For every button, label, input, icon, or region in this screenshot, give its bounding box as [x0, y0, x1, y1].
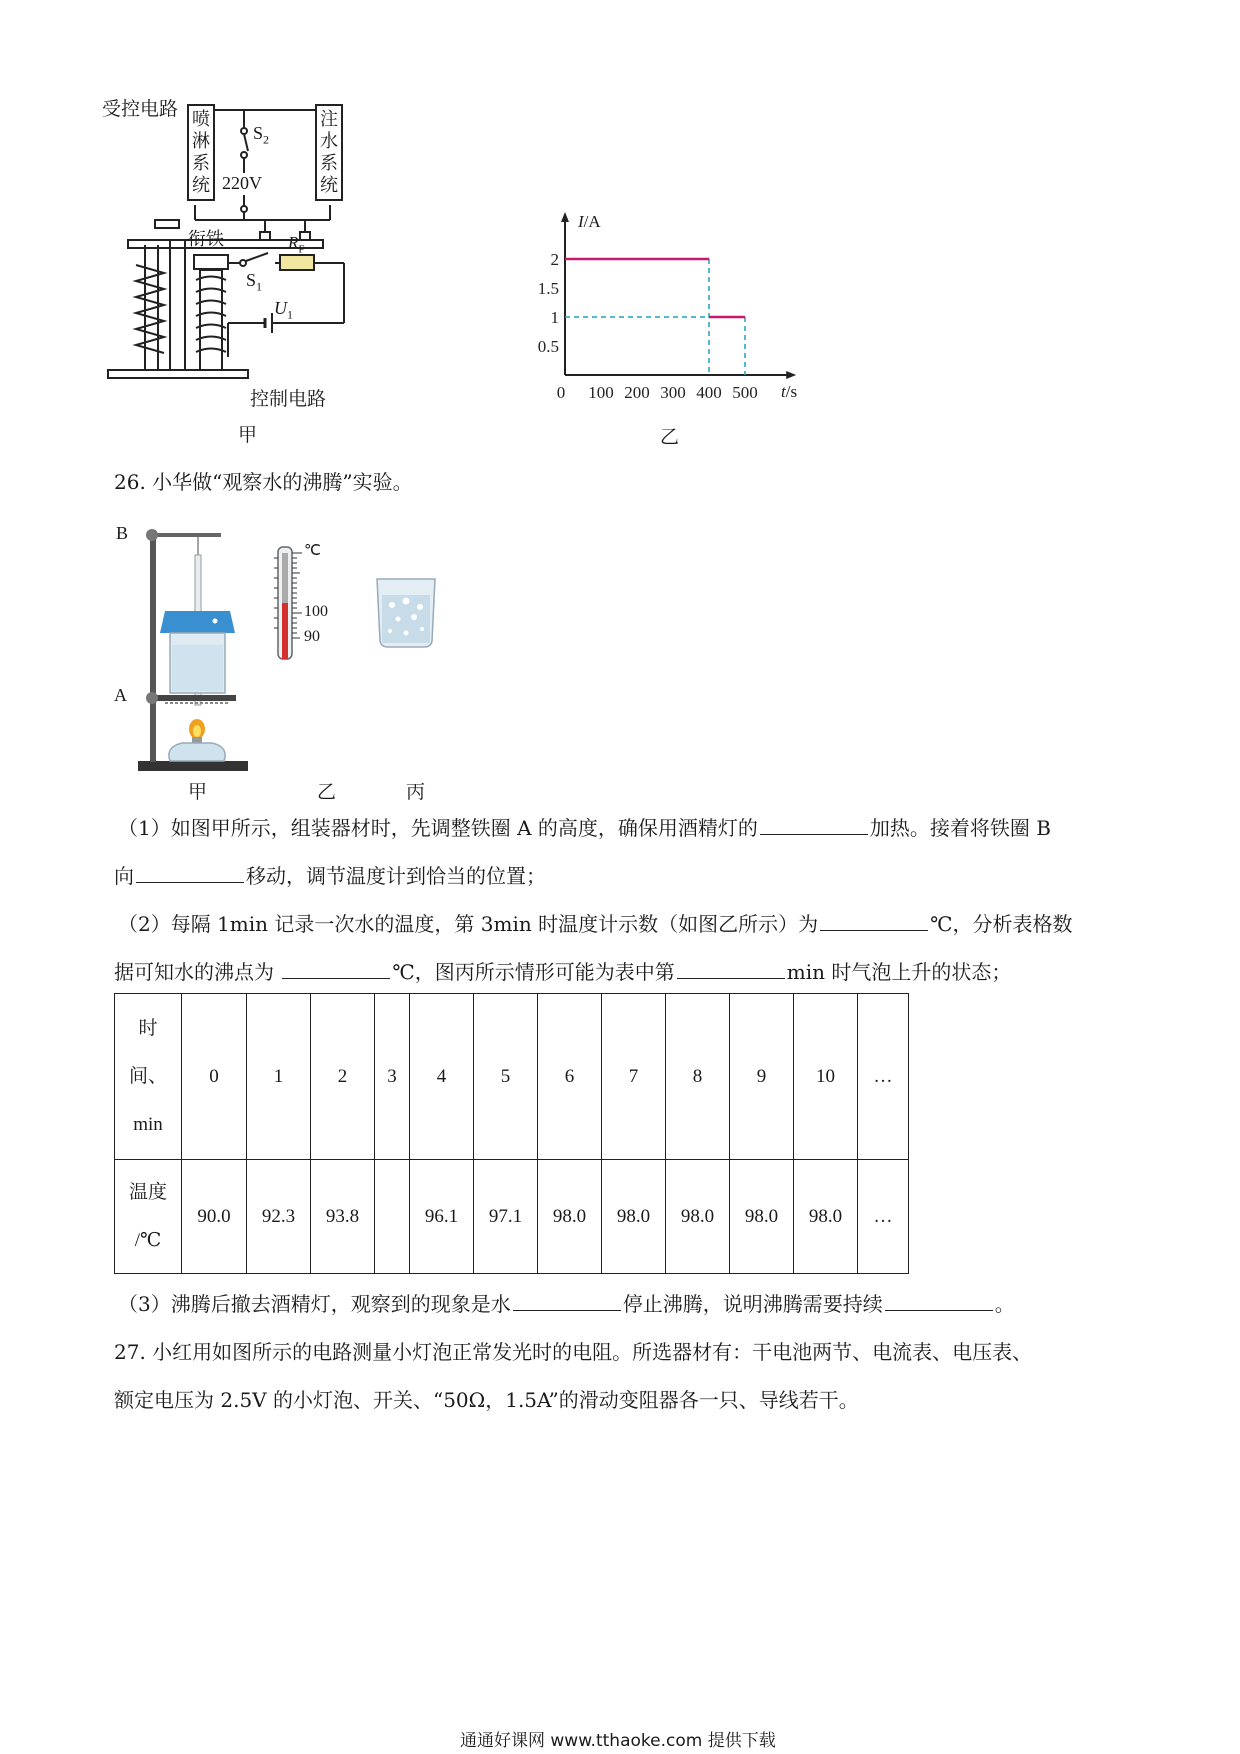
therm-100: 100 — [304, 603, 328, 620]
q27-line1: 27. 小红用如图所示的电路测量小灯泡正常发光时的电阻。所选器材有：干电池两节、电流表、电压表、 — [114, 1340, 1033, 1364]
figure-caption-yi: 乙 — [317, 781, 337, 803]
figure-current-chart — [520, 200, 820, 450]
x-axis-arrow — [786, 371, 796, 379]
table-cell: 5 — [474, 994, 538, 1160]
table-cell: 8 — [666, 994, 730, 1160]
spray-system-label — [190, 109, 212, 197]
figure-boiling-apparatus — [110, 515, 510, 805]
spray-char: 系 — [192, 153, 210, 174]
armature-label: 衔铁 — [188, 229, 224, 250]
answer-blank[interactable] — [282, 958, 390, 979]
spray-char: 淋 — [192, 131, 210, 152]
table-row-temperature — [115, 1160, 909, 1274]
q26-part1-line2: 向 移动，调节温度计到恰当的位置； — [114, 864, 546, 888]
y-tick-label: 0.5 — [537, 337, 559, 356]
controlled-circuit-label: 受控电路 — [102, 98, 179, 120]
table-cell: 3 — [375, 994, 410, 1160]
table-cell: 2 — [311, 994, 375, 1160]
y-axis-label: I/A — [578, 212, 601, 231]
table-cell: 97.1 — [474, 1160, 538, 1274]
x-tick-label: 0 — [556, 383, 566, 402]
water-char: 系 — [320, 153, 338, 174]
water-char: 统 — [320, 175, 338, 196]
table-cell: 4 — [410, 994, 474, 1160]
spray-char: 喷 — [192, 109, 210, 130]
table-cell: 98.0 — [602, 1160, 666, 1274]
x-tick-label: 100 — [588, 383, 614, 402]
q26-part2-line2: 据可知水的沸点为 ℃，图丙所示情形可能为表中第 min 时气泡上升的状态； — [114, 960, 1012, 984]
u1-label: $U_1$ — [274, 298, 293, 322]
y-tick-label: 1 — [550, 308, 559, 327]
s1-label: $S_1$ — [246, 270, 263, 294]
x-tick-label: 500 — [732, 383, 758, 402]
figure-relay-circuit — [100, 95, 420, 446]
table-header-temp: 温度 /℃ — [115, 1160, 182, 1274]
table-cell: 10 — [794, 994, 858, 1160]
label-a: A — [114, 685, 127, 705]
spray-char: 统 — [192, 175, 210, 196]
y-tick-label: 2 — [550, 250, 559, 269]
q26-title: 26. 小华做“观察水的沸腾”实验。 — [114, 470, 413, 494]
s2-label: $S_2$ — [253, 123, 270, 147]
table-cell: 92.3 — [247, 1160, 311, 1274]
temperature-table — [114, 993, 909, 1274]
control-circuit-label: 控制电路 — [250, 388, 327, 410]
voltage-label: 220V — [222, 173, 262, 193]
q27-line2: 额定电压为 2.5V 的小灯泡、开关、“50Ω，1.5A”的滑动变阻器各一只、导线若干。 — [114, 1388, 859, 1412]
table-row-time — [115, 994, 909, 1160]
answer-blank[interactable] — [136, 862, 244, 883]
x-tick-label: 200 — [624, 383, 650, 402]
therm-90: 90 — [304, 628, 320, 645]
y-tick-label: 1.5 — [537, 279, 559, 298]
table-cell: 90.0 — [182, 1160, 247, 1274]
answer-blank[interactable] — [885, 1290, 993, 1311]
current-time-chart — [520, 200, 820, 450]
q26-part1-line1: （1）如图甲所示，组装器材时，先调整铁圈 A 的高度，确保用酒精灯的 加热。接着将铁圈 B — [118, 816, 1051, 840]
answer-blank[interactable] — [760, 814, 868, 835]
answer-blank[interactable] — [677, 958, 785, 979]
rf-label: $R_F$ — [288, 233, 305, 256]
table-cell: 93.8 — [311, 1160, 375, 1274]
figure-caption-yi: 乙 — [660, 426, 680, 448]
therm-unit: ℃ — [304, 543, 321, 559]
water-char: 水 — [320, 131, 338, 152]
table-header-time: 时 间、 min — [115, 994, 182, 1160]
y-axis-arrow — [561, 212, 569, 222]
water-system-label — [318, 109, 340, 197]
q26-part2-line1: （2）每隔 1min 记录一次水的温度，第 3min 时温度计示数（如图乙所示）为 ℃，分析表格数 — [118, 912, 1073, 936]
table-cell: 96.1 — [410, 1160, 474, 1274]
x-axis-label: t/s — [781, 382, 798, 401]
table-cell-blank — [375, 1160, 410, 1274]
x-tick-label: 400 — [696, 383, 722, 402]
table-cell: 98.0 — [730, 1160, 794, 1274]
label-b: B — [116, 523, 129, 543]
table-cell: … — [858, 994, 909, 1160]
answer-blank[interactable] — [820, 910, 928, 931]
table-cell: 98.0 — [794, 1160, 858, 1274]
table-cell: 98.0 — [538, 1160, 602, 1274]
table-cell: 7 — [602, 994, 666, 1160]
table-cell: 1 — [247, 994, 311, 1160]
table-cell: 98.0 — [666, 1160, 730, 1274]
figure-caption-jia: 甲 — [188, 781, 208, 803]
water-char: 注 — [320, 109, 338, 130]
figure-caption-bing: 丙 — [406, 781, 426, 803]
table-cell: 9 — [730, 994, 794, 1160]
footer-watermark: 通通好课网 www.tthaoke.com 提供下载 — [460, 1731, 776, 1751]
answer-blank[interactable] — [513, 1290, 621, 1311]
x-tick-label: 300 — [660, 383, 686, 402]
figure-caption-jia: 甲 — [238, 424, 258, 446]
table-cell: 0 — [182, 994, 247, 1160]
q26-part3: （3）沸腾后撤去酒精灯，观察到的现象是水 停止沸腾，说明沸腾需要持续 。 — [118, 1292, 1015, 1316]
table-cell: 6 — [538, 994, 602, 1160]
table-cell: … — [858, 1160, 909, 1274]
